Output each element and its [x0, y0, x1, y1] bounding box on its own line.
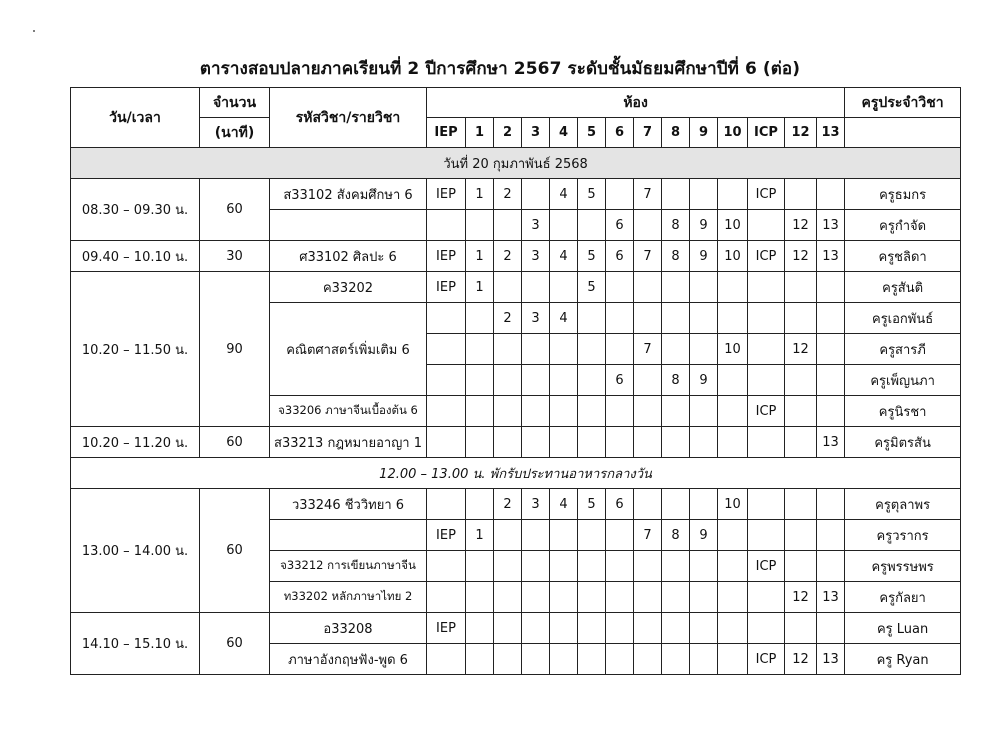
- room-cell: [466, 582, 494, 613]
- room-cell: [662, 272, 690, 303]
- room-cell: [690, 613, 718, 644]
- duration-cell: 60: [200, 489, 270, 613]
- room-cell: [578, 396, 606, 427]
- room-cell: 1: [466, 241, 494, 272]
- room-header: 6: [606, 118, 634, 148]
- room-cell: 2: [494, 179, 522, 210]
- room-cell: [634, 303, 662, 334]
- room-cell: [427, 396, 466, 427]
- room-cell: 4: [550, 303, 578, 334]
- room-cell: [427, 210, 466, 241]
- room-cell: [550, 582, 578, 613]
- room-cell: 5: [578, 241, 606, 272]
- room-cell: 7: [634, 179, 662, 210]
- teacher-cell: ครูนิรชา: [845, 396, 961, 427]
- table-row: [71, 489, 961, 520]
- teacher-cell: ครูพรรษพร: [845, 551, 961, 582]
- header-duration-line2: (นาที): [200, 118, 270, 148]
- room-cell: 12: [785, 334, 817, 365]
- subject-cell: [270, 520, 427, 551]
- room-cell: [817, 272, 845, 303]
- teacher-cell: ครูธมกร: [845, 179, 961, 210]
- room-cell: [522, 520, 550, 551]
- room-cell: 5: [578, 179, 606, 210]
- room-cell: [634, 644, 662, 675]
- room-cell: 13: [817, 427, 845, 458]
- room-cell: [662, 489, 690, 520]
- room-cell: [427, 365, 466, 396]
- room-cell: [748, 334, 785, 365]
- room-cell: [634, 489, 662, 520]
- room-cell: 7: [634, 241, 662, 272]
- duration-cell: 90: [200, 272, 270, 427]
- day-row: [71, 148, 961, 179]
- table-row: [71, 241, 961, 272]
- room-cell: IEP: [427, 613, 466, 644]
- teacher-cell: ครูสันติ: [845, 272, 961, 303]
- room-cell: [606, 551, 634, 582]
- room-cell: [718, 613, 748, 644]
- room-cell: [634, 613, 662, 644]
- room-cell: [817, 396, 845, 427]
- room-cell: [748, 303, 785, 334]
- room-cell: 4: [550, 489, 578, 520]
- room-cell: 3: [522, 489, 550, 520]
- room-cell: [427, 551, 466, 582]
- room-cell: 12: [785, 644, 817, 675]
- room-cell: [785, 365, 817, 396]
- lunch-row: [71, 458, 961, 489]
- room-cell: [662, 613, 690, 644]
- room-cell: 8: [662, 520, 690, 551]
- room-cell: 2: [494, 489, 522, 520]
- time-cell: 10.20 – 11.50 น.: [71, 272, 200, 427]
- room-cell: [550, 210, 578, 241]
- room-cell: [427, 427, 466, 458]
- room-cell: IEP: [427, 179, 466, 210]
- room-cell: [817, 334, 845, 365]
- room-cell: 6: [606, 365, 634, 396]
- room-cell: [748, 365, 785, 396]
- table-row: [71, 613, 961, 644]
- room-cell: [550, 334, 578, 365]
- room-cell: [466, 613, 494, 644]
- room-cell: [494, 582, 522, 613]
- room-cell: [690, 582, 718, 613]
- room-cell: [634, 427, 662, 458]
- room-cell: [550, 644, 578, 675]
- room-cell: ICP: [748, 241, 785, 272]
- room-cell: [718, 644, 748, 675]
- room-cell: [634, 272, 662, 303]
- room-cell: [606, 303, 634, 334]
- room-cell: [578, 303, 606, 334]
- room-cell: [578, 644, 606, 675]
- room-cell: [718, 551, 748, 582]
- time-cell: 08.30 – 09.30 น.: [71, 179, 200, 241]
- scan-speck: [33, 30, 35, 32]
- room-cell: [550, 272, 578, 303]
- room-cell: 5: [578, 272, 606, 303]
- room-cell: [785, 613, 817, 644]
- room-cell: [550, 613, 578, 644]
- time-cell: 09.40 – 10.10 น.: [71, 241, 200, 272]
- room-header: IEP: [427, 118, 466, 148]
- room-cell: [578, 210, 606, 241]
- room-cell: [634, 551, 662, 582]
- room-cell: 8: [662, 210, 690, 241]
- room-cell: ICP: [748, 551, 785, 582]
- room-cell: 2: [494, 241, 522, 272]
- header-subject: รหัสวิชา/รายวิชา: [270, 88, 427, 148]
- subject-cell: ว33246 ชีววิทยา 6: [270, 489, 427, 520]
- room-cell: [522, 272, 550, 303]
- room-cell: [718, 365, 748, 396]
- room-cell: [606, 582, 634, 613]
- room-cell: [785, 396, 817, 427]
- subject-cell: ส33213 กฎหมายอาญา 1: [270, 427, 427, 458]
- room-cell: [522, 179, 550, 210]
- room-cell: 10: [718, 241, 748, 272]
- teacher-cell: ครูเพ็ญนภา: [845, 365, 961, 396]
- room-cell: [466, 644, 494, 675]
- room-cell: [690, 303, 718, 334]
- room-cell: [606, 396, 634, 427]
- room-cell: [466, 551, 494, 582]
- room-cell: 3: [522, 241, 550, 272]
- room-cell: [427, 644, 466, 675]
- room-cell: [817, 303, 845, 334]
- room-cell: 13: [817, 644, 845, 675]
- room-cell: 2: [494, 303, 522, 334]
- room-cell: [578, 520, 606, 551]
- document-title: ตารางสอบปลายภาคเรียนที่ 2 ปีการศึกษา 2567 ระดับชั้นมัธยมศึกษาปีที่ 6 (ต่อ): [199, 59, 801, 79]
- room-cell: [718, 427, 748, 458]
- room-cell: 9: [690, 365, 718, 396]
- duration-cell: 60: [200, 613, 270, 675]
- header-duration-line1: จำนวน: [200, 88, 270, 118]
- teacher-cell: ครูสารภี: [845, 334, 961, 365]
- room-cell: 5: [578, 489, 606, 520]
- room-header: 9: [690, 118, 718, 148]
- room-cell: [785, 427, 817, 458]
- exam-schedule-table: [70, 87, 961, 675]
- room-cell: 3: [522, 303, 550, 334]
- room-cell: [494, 427, 522, 458]
- room-cell: [634, 365, 662, 396]
- room-cell: [606, 334, 634, 365]
- room-cell: [785, 272, 817, 303]
- room-cell: [817, 613, 845, 644]
- teacher-cell: ครูวรากร: [845, 520, 961, 551]
- room-cell: [578, 582, 606, 613]
- subject-cell: จ33206 ภาษาจีนเบื้องต้น 6: [270, 396, 427, 427]
- room-cell: [690, 179, 718, 210]
- room-cell: 13: [817, 241, 845, 272]
- room-cell: IEP: [427, 520, 466, 551]
- room-cell: ICP: [748, 396, 785, 427]
- room-cell: [494, 210, 522, 241]
- table-row: [71, 427, 961, 458]
- teacher-cell: ครูเอกพันธ์: [845, 303, 961, 334]
- room-cell: 8: [662, 365, 690, 396]
- room-cell: [662, 179, 690, 210]
- room-cell: [606, 427, 634, 458]
- room-cell: 9: [690, 210, 718, 241]
- room-cell: [606, 520, 634, 551]
- schedule-body: [71, 148, 961, 675]
- room-cell: 6: [606, 489, 634, 520]
- room-cell: 12: [785, 582, 817, 613]
- room-cell: [494, 613, 522, 644]
- room-header: 13: [817, 118, 845, 148]
- room-cell: [662, 396, 690, 427]
- room-cell: [427, 303, 466, 334]
- room-cell: ICP: [748, 644, 785, 675]
- time-cell: 10.20 – 11.20 น.: [71, 427, 200, 458]
- room-cell: [494, 334, 522, 365]
- duration-cell: 60: [200, 427, 270, 458]
- room-cell: [785, 489, 817, 520]
- subject-cell: [270, 210, 427, 241]
- subject-code: ค33202: [270, 272, 427, 303]
- room-cell: [522, 644, 550, 675]
- room-cell: [466, 303, 494, 334]
- lunch-break: 12.00 – 13.00 น. พักรับประทานอาหารกลางวัน: [71, 458, 961, 489]
- room-cell: [817, 179, 845, 210]
- room-header: 5: [578, 118, 606, 148]
- room-cell: [522, 334, 550, 365]
- room-cell: [817, 365, 845, 396]
- room-cell: [494, 365, 522, 396]
- subject-code: อ33208: [270, 613, 427, 644]
- room-cell: 13: [817, 582, 845, 613]
- teacher-cell: ครูกัลยา: [845, 582, 961, 613]
- subject-cell: ส33102 สังคมศึกษา 6: [270, 179, 427, 210]
- room-cell: [522, 613, 550, 644]
- room-cell: [785, 520, 817, 551]
- room-cell: [494, 272, 522, 303]
- duration-cell: 60: [200, 179, 270, 241]
- room-cell: 8: [662, 241, 690, 272]
- room-cell: [606, 613, 634, 644]
- time-cell: 13.00 – 14.00 น.: [71, 489, 200, 613]
- room-cell: [748, 427, 785, 458]
- room-cell: 3: [522, 210, 550, 241]
- teacher-cell: ครูตุลาพร: [845, 489, 961, 520]
- room-cell: [748, 582, 785, 613]
- room-cell: 10: [718, 489, 748, 520]
- room-cell: [748, 613, 785, 644]
- room-cell: [817, 520, 845, 551]
- room-cell: [466, 396, 494, 427]
- room-cell: [550, 520, 578, 551]
- room-header: 10: [718, 118, 748, 148]
- room-cell: [718, 582, 748, 613]
- subject-cell: ศ33102 ศิลปะ 6: [270, 241, 427, 272]
- teacher-cell: ครูชลิดา: [845, 241, 961, 272]
- header-room: ห้อง: [427, 88, 845, 118]
- room-cell: [718, 520, 748, 551]
- room-cell: [522, 396, 550, 427]
- room-cell: [718, 179, 748, 210]
- room-cell: IEP: [427, 241, 466, 272]
- room-cell: [578, 427, 606, 458]
- room-cell: [748, 210, 785, 241]
- room-cell: [690, 334, 718, 365]
- room-cell: 1: [466, 179, 494, 210]
- room-cell: [690, 396, 718, 427]
- subject-cell: ท33202 หลักภาษาไทย 2: [270, 582, 427, 613]
- header-time: วัน/เวลา: [71, 88, 200, 148]
- room-cell: [606, 179, 634, 210]
- room-cell: [785, 551, 817, 582]
- room-cell: [427, 489, 466, 520]
- room-cell: [466, 365, 494, 396]
- duration-cell: 30: [200, 241, 270, 272]
- room-cell: [522, 582, 550, 613]
- room-cell: [634, 582, 662, 613]
- room-cell: 12: [785, 241, 817, 272]
- subject-name: คณิตศาสตร์เพิ่มเติม 6: [270, 303, 427, 396]
- room-cell: [466, 427, 494, 458]
- teacher-cell: ครูมิตรสัน: [845, 427, 961, 458]
- room-header: 3: [522, 118, 550, 148]
- room-header: 8: [662, 118, 690, 148]
- room-cell: [522, 427, 550, 458]
- room-cell: [550, 551, 578, 582]
- room-cell: [718, 272, 748, 303]
- room-cell: 7: [634, 520, 662, 551]
- room-cell: [718, 303, 748, 334]
- room-cell: [494, 644, 522, 675]
- room-cell: 1: [466, 520, 494, 551]
- room-cell: [785, 179, 817, 210]
- room-cell: [606, 644, 634, 675]
- room-cell: [748, 520, 785, 551]
- room-cell: [662, 644, 690, 675]
- room-cell: [690, 272, 718, 303]
- teacher-cell: ครูกำจัด: [845, 210, 961, 241]
- room-cell: 6: [606, 241, 634, 272]
- subject-cell: จ33212 การเขียนภาษาจีน: [270, 551, 427, 582]
- header-teacher-blank: [845, 118, 961, 148]
- room-cell: 1: [466, 272, 494, 303]
- header-teacher: ครูประจำวิชา: [845, 88, 961, 118]
- room-cell: [550, 365, 578, 396]
- room-cell: 10: [718, 210, 748, 241]
- day-label: วันที่ 20 กุมภาพันธ์ 2568: [71, 148, 961, 179]
- room-cell: [427, 582, 466, 613]
- room-cell: [466, 489, 494, 520]
- room-cell: [817, 489, 845, 520]
- room-cell: [494, 520, 522, 551]
- subject-name: ภาษาอังกฤษฟัง-พูด 6: [270, 644, 427, 675]
- room-cell: ICP: [748, 179, 785, 210]
- room-header: 1: [466, 118, 494, 148]
- room-cell: [578, 613, 606, 644]
- room-cell: 9: [690, 520, 718, 551]
- room-cell: [522, 365, 550, 396]
- room-cell: [690, 644, 718, 675]
- room-cell: 7: [634, 334, 662, 365]
- room-cell: [748, 489, 785, 520]
- table-row: [71, 272, 961, 303]
- room-cell: [785, 303, 817, 334]
- table-row: [71, 179, 961, 210]
- room-cell: [690, 551, 718, 582]
- room-header: 2: [494, 118, 522, 148]
- teacher-cell: ครู Ryan: [845, 644, 961, 675]
- room-cell: [634, 210, 662, 241]
- teacher-cell: ครู Luan: [845, 613, 961, 644]
- room-cell: [662, 582, 690, 613]
- room-cell: [718, 396, 748, 427]
- room-cell: [662, 334, 690, 365]
- room-cell: [550, 396, 578, 427]
- room-cell: 4: [550, 179, 578, 210]
- room-cell: [748, 272, 785, 303]
- room-cell: [578, 365, 606, 396]
- room-cell: 10: [718, 334, 748, 365]
- room-cell: [494, 396, 522, 427]
- room-cell: IEP: [427, 272, 466, 303]
- room-cell: [466, 334, 494, 365]
- room-header: ICP: [748, 118, 785, 148]
- room-cell: [578, 551, 606, 582]
- room-cell: [494, 551, 522, 582]
- room-cell: [606, 272, 634, 303]
- room-cell: [662, 303, 690, 334]
- room-header: 12: [785, 118, 817, 148]
- room-cell: [466, 210, 494, 241]
- room-header: 7: [634, 118, 662, 148]
- room-cell: 4: [550, 241, 578, 272]
- room-cell: [550, 427, 578, 458]
- room-cell: [690, 427, 718, 458]
- room-cell: [634, 396, 662, 427]
- room-cell: [662, 551, 690, 582]
- room-cell: 6: [606, 210, 634, 241]
- room-cell: [522, 551, 550, 582]
- room-cell: 12: [785, 210, 817, 241]
- room-cell: 13: [817, 210, 845, 241]
- room-cell: [427, 334, 466, 365]
- room-cell: 9: [690, 241, 718, 272]
- room-cell: [578, 334, 606, 365]
- room-cell: [662, 427, 690, 458]
- room-cell: [690, 489, 718, 520]
- room-header: 4: [550, 118, 578, 148]
- room-cell: [817, 551, 845, 582]
- time-cell: 14.10 – 15.10 น.: [71, 613, 200, 675]
